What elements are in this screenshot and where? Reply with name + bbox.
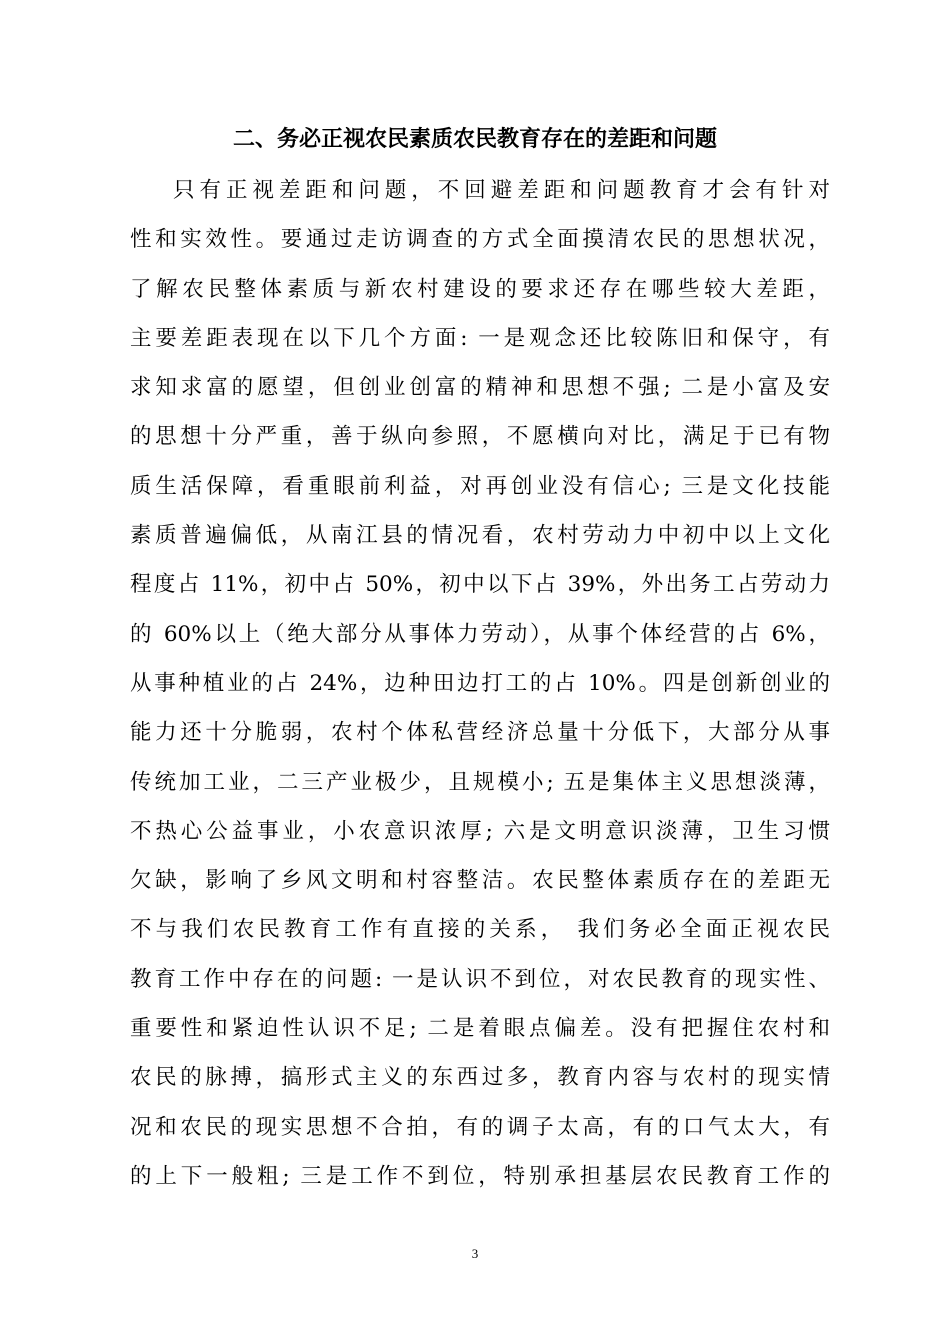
paragraph-line: 性和实效性。要通过走访调查的方式全面摸清农民的思想状况， [130, 227, 830, 253]
paragraph-line: 素质普遍偏低，从南江县的情况看，农村劳动力中初中以上文化 [130, 523, 830, 549]
section-heading: 二、务必正视农民素质农民教育存在的差距和问题 [232, 127, 717, 152]
paragraph-line: 了解农民整体素质与新农村建设的要求还存在哪些较大差距， [130, 276, 830, 302]
paragraph-line: 重要性和紧迫性认识不足; 二是着眼点偏差。没有把握住农村和 [130, 1016, 830, 1042]
paragraph-line: 的思想十分严重，善于纵向参照，不愿横向对比，满足于已有物 [130, 424, 830, 450]
paragraph-line: 从事种植业的占 24%，边种田边打工的占 10%。四是创新创业的 [130, 670, 830, 696]
paragraph-line: 能力还十分脆弱，农村个体私营经济总量十分低下，大部分从事 [130, 720, 830, 746]
page-number: 3 [471, 1246, 479, 1261]
paragraph-line: 教育工作中存在的问题: 一是认识不到位，对农民教育的现实性、 [130, 966, 830, 992]
paragraph-line: 的上下一般粗; 三是工作不到位，特别承担基层农民教育工作的 [130, 1163, 830, 1189]
paragraph-line: 传统加工业，二三产业极少，且规模小; 五是集体主义思想淡薄， [130, 769, 830, 795]
paragraph-line: 况和农民的现实思想不合拍，有的调子太高，有的口气太大，有 [130, 1114, 830, 1140]
paragraph-line: 的 60%以上（绝大部分从事体力劳动），从事个体经营的占 6%， [130, 621, 830, 647]
paragraph-line: 农民的脉搏，搞形式主义的东西过多，教育内容与农村的现实情 [130, 1065, 830, 1091]
paragraph-line: 求知求富的愿望，但创业创富的精神和思想不强; 二是小富及安 [130, 375, 830, 401]
paragraph-line: 主要差距表现在以下几个方面: 一是观念还比较陈旧和保守，有 [130, 325, 830, 351]
body-paragraph [130, 166, 830, 1201]
paragraph-line: 质生活保障，看重眼前利益，对再创业没有信心; 三是文化技能 [130, 473, 830, 499]
paragraph-line: 不热心公益事业，小农意识浓厚; 六是文明意识淡薄，卫生习惯 [130, 818, 830, 844]
paragraph-line: 只有正视差距和问题，不回避差距和问题教育才会有针对 [173, 178, 830, 203]
paragraph-line: 程度占 11%，初中占 50%，初中以下占 39%，外出务工占劳动力 [130, 572, 830, 598]
paragraph-line: 不与我们农民教育工作有直接的关系， 我们务必全面正视农民 [130, 917, 830, 943]
paragraph-line: 欠缺，影响了乡风文明和村容整洁。农民整体素质存在的差距无 [130, 868, 830, 894]
